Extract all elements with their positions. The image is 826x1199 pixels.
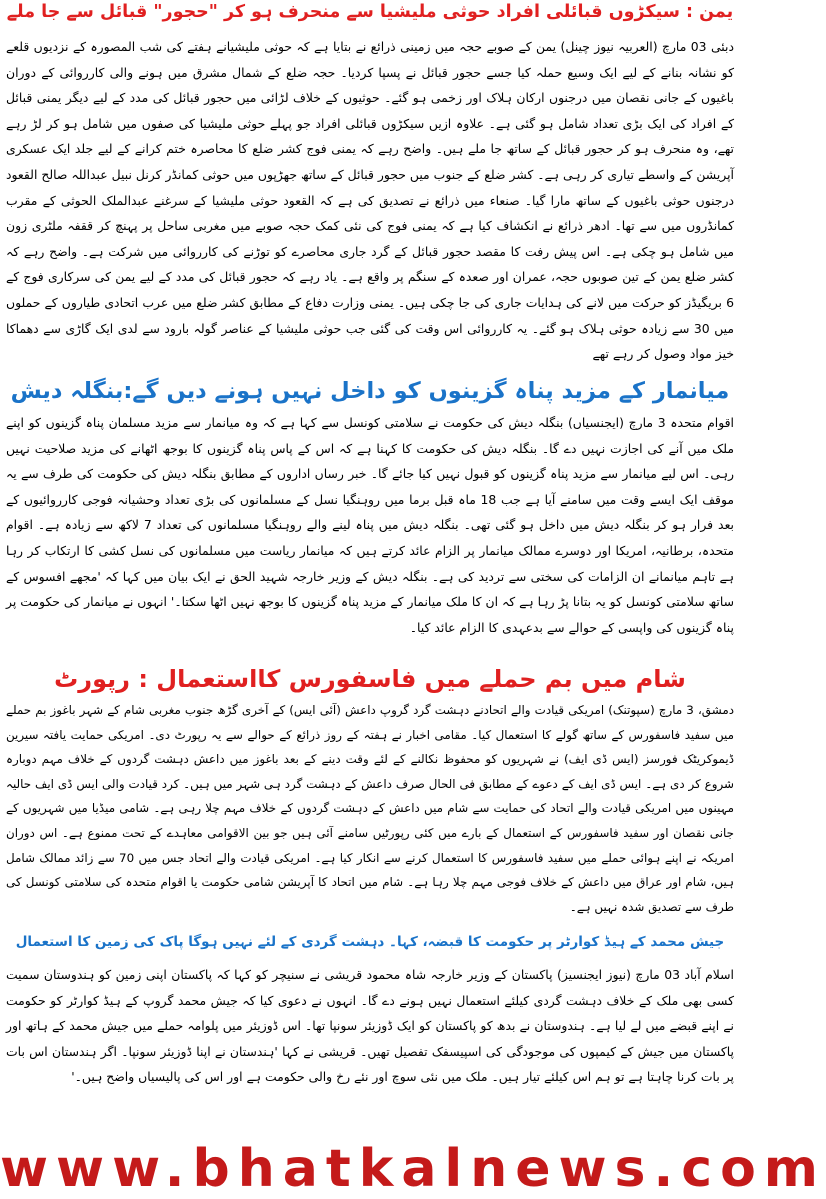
body-yemen: دبئی 03 مارچ (العربیہ نیوز چینل) یمن کے صوبے حجہ میں زمینی ذرائع نے بتایا ہے کہ حوثی ملیشیانے ہفتے کی شب المصورہ کے نزدیوں قلعے کو نشانہ بنانے کے لیے ایک وسیع حملہ کیا جسے حجور قبائل نے پسپا کردیا۔ حجہ ضلع کے شمال مشرق میں ہونے والی کارروائی کے دوران باغیوں کے جانی نقصان میں درجنوں ارکان ہلاک اور زخمی ہو گئے۔ حوثیوں کے خلاف لڑائی میں حجور قبائل کی مدد کے لیے دیگر یمنی قبائل کے افراد کی ایک بڑی تعداد شامل ہو گئی ہے۔ علاوہ ازیں سیکڑوں قبائلی افراد جو پہلے حوثی ملیشیا کی صفوں میں شامل ہو کر لڑ رہے تھے، وہ منحرف ہو کر حجور قبائل کے ساتھ جا ملے ہیں۔ واضح رہے کہ یمنی فوج کشر ضلع کا محاصرہ ختم کرانے کے لیے جلد ایک عسکری آپریشن کے واسطے تیاری کر رہی ہے۔ کشر ضلع کے جنوب میں حجور قبائل کے ساتھ جھڑپوں میں حوثی کمانڈر کرنل نبیل عبداللہ صالح القعود درجنوں حوثی باغیوں کے ساتھ مارا گیا۔ صنعاء میں ذرائع نے تصدیق کی ہے کہ القعود حوثی ملیشیا کے سرغنے عبدالملک الحوثی کے مقرب کمانڈروں میں سے تھا۔ ادھر ذرائع نے انکشاف کیا ہے کہ یمنی فوج کی نئی کمک حجہ صوبے میں مغربی ساحل پر پہنچ کر ققفہ ملٹری زون میں شامل ہو چکی ہے۔ اس پیش رفت کا مقصد حجور قبائل کے گرد جاری محاصرے کو توڑنے کی کارروائی میں شرکت ہے۔ واضح رہے کہ کشر ضلع یمن کے تین صوبوں حجہ، عمران اور صعدہ کے سنگم پر واقع ہے۔ یاد رہے کہ حجور قبائل کی مدد کے لیے یمن کی سرکاری فوج کے 6 بریگیڈز کو حرکت میں لانے کی ہدایات جاری کی جا چکی ہیں۔ یمنی وزارت دفاع کے مطابق کشر ضلع میں عرب اتحادی طیاروں کے حملوں میں 30 سے زیادہ حوثی ہلاک ہو گئے۔ یہ کارروائی اس وقت کی گئی جب حوثی ملیشیا کے عناصر گولہ بارود سے لدی ایک گاڑی سے دھماکا خیز مواد وصول کر رہے تھے	[6, 39, 735, 362]
article-yemen	[0, 0, 740, 372]
article-bangladesh	[0, 372, 740, 660]
headline-bangladesh: میانمار کے مزید پناہ گزینوں کو داخل نہیں ہونے دیں گے:بنگلہ دیش	[10, 378, 730, 404]
article-pakistan	[0, 922, 740, 1132]
site-footer-url: www.bhatkalnews.com	[0, 1139, 826, 1199]
headline-yemen: یمن : سیکڑوں قبائلی افراد حوثی ملیشیا سے منحرف ہو کر "حجور" قبائل سے جا ملے	[6, 2, 734, 22]
body-syria: دمشق، 3 مارچ (سپوتنک) امریکی قیادت والے اتحادنے دہشت گرد گروپ داعش (آئی ایس) کے آخری گڑھ جنوب مغربی شام کے شہر باغوز بم حملے میں سفید فاسفورس کے ساتھ گولے کا استعمال کیا۔ مقامی اخبار نے ہفتہ کے روز ذرائع کے حوالے سے یہ رپورٹ دی۔ امریکی حمایت یافتہ سیرین ڈیموکریٹک فورسز (ایس ڈی ایف) نے شہریوں کو محفوظ نکالنے کے لئے وقت دینے کے بعد باغوز میں داعش دہشت گردوں کے خلاف مہم دوبارہ شروع کر دی ہے۔ ایس ڈی ایف کے دعوے کے مطابق فی الحال صرف داعش کے دہشت گرد ہی شہر میں ہیں۔ کرد قیادت والی ایس ڈی ایف حالیہ مہینوں میں امریکی قیادت والے اتحاد کی حمایت سے شام میں داعش کے دہشت گردوں کے خلاف مہم چلا رہی ہے۔ شامی میڈیا میں شہریوں کے جانی نقصان اور سفید فاسفورس کے استعمال کے بارے میں کئی رپورٹیں سامنے آئی ہیں جو بین الاقوامی معاہدے کے تحت ممنوع ہے۔ اس دوران امریکہ نے اپنے ہوائی حملے میں سفید فاسفورس کا استعمال کرنے سے انکار کیا ہے۔ امریکی قیادت والے اتحاد جس میں 70 سے زائد ممالک شامل ہیں، شام اور عراق میں داعش کے خلاف فوجی مہم چلا رہا ہے۔ شام میں اتحاد کا آپریشن شامی حکومت یا اقوام متحدہ کی سلامتی کونسل کی طرف سے تصدیق شدہ نہیں ہے۔	[6, 703, 734, 914]
body-bangladesh: اقوام متحدہ 3 مارچ (ایجنسیاں) بنگلہ دیش کی حکومت نے سلامتی کونسل سے کہا ہے کہ وہ میانمار سے مزید مسلمان پناہ گزینوں کو اپنے ملک میں آنے کی اجازت نہیں دے گا۔ بنگلہ دیش کی حکومت کا کہنا ہے کہ اس کے پاس پناہ گزینوں کا بوجھ اٹھانے کی مزید صلاحیت نہیں رہی۔ اس لیے میانمار سے مزید پناہ گزینوں کو قبول نہیں کیا جائے گا۔ خبر رساں اداروں کے مطابق بنگلہ دیش کی حکومت کی طرف سے یہ موقف ایک ایسے وقت میں سامنے آیا ہے جب 18 ماہ قبل برما میں روہنگیا نسل کے مسلمانوں کی بڑی تعداد وحشیانہ فوجی کارروائیوں کے بعد فرار ہو کر بنگلہ دیش میں داخل ہو گئی تھی۔ بنگلہ دیش میں پناہ لینے والے روہنگیا مسلمانوں کی تعداد 7 لاکھ سے زیادہ ہے۔ اقوام متحدہ، برطانیہ، امریکا اور دوسرے ممالک میانمار پر الزام عائد کرتے ہیں کہ میانمار ریاست میں مسلمانوں کی نسل کشی کا ارتکاب کر رہا ہے تاہم میانمانے ان الزامات کی سختی سے تردید کی ہے۔ بنگلہ دیش کے وزیر خارجہ شہید الحق نے ایک بیان میں کہا کہ 'مجھے افسوس کے ساتھ سلامتی کونسل کو یہ بتانا پڑ رہا ہے کہ ان کا ملک میانمار کے مزید پناہ گزینوں کا بوجھ نہیں اٹھا سکتا۔' انہوں نے میانمار کی حکومت پر پناہ گزینوں کی واپسی کے حوالے سے بدعہدی کا الزام عائد کیا۔	[6, 415, 734, 635]
article-syria	[0, 660, 740, 922]
body-pakistan: اسلام آباد 03 مارچ (نیوز ایجنسیز) پاکستان کے وزیر خارجہ شاہ محمود قریشی نے سنیچر کو کہا کہ پاکستان اپنی زمین کو ہندوستان سمیت کسی بھی ملک کے خلاف دہشت گردی کیلئے استعمال نہیں ہونے دے گا۔ انہوں نے دعوی کیا کہ جیش محمد گروپ کے ہیڈ کوارٹر کو حکومت نے اپنے قبضے میں لے لیا ہے۔ ہندوستان نے بدھ کو پاکستان کو ایک ڈوزیئر سونپا تھا۔ اس ڈوزیئر میں پلوامہ حملے میں جیش محمد کے ہاتھ اور پاکستان میں جیش کے کیمپوں کی موجودگی کی اسپیسفک تفصیل تھیں۔ قریشی نے کہا 'ہندستان نے اپنا ڈوزیئر سونپا۔ اگر ہندستان اس بات پر بات کرنا چاہتا ہے تو ہم اس کیلئے تیار ہیں۔ ملک میں نئی سوچ اور نئے رخ والی حکومت ہے اور اس کی پالیسیاں واضح ہیں۔'	[6, 967, 734, 1085]
headline-pakistan: جیش محمد کے ہیڈ کوارٹر پر حکومت کا قبضہ، کہا۔ دہشت گردی کے لئے نہیں ہوگا پاک کی زمین کا استعمال	[15, 934, 725, 950]
headline-syria: شام میں بم حملے میں فاسفورس کااستعمال : رپورٹ	[54, 665, 686, 693]
